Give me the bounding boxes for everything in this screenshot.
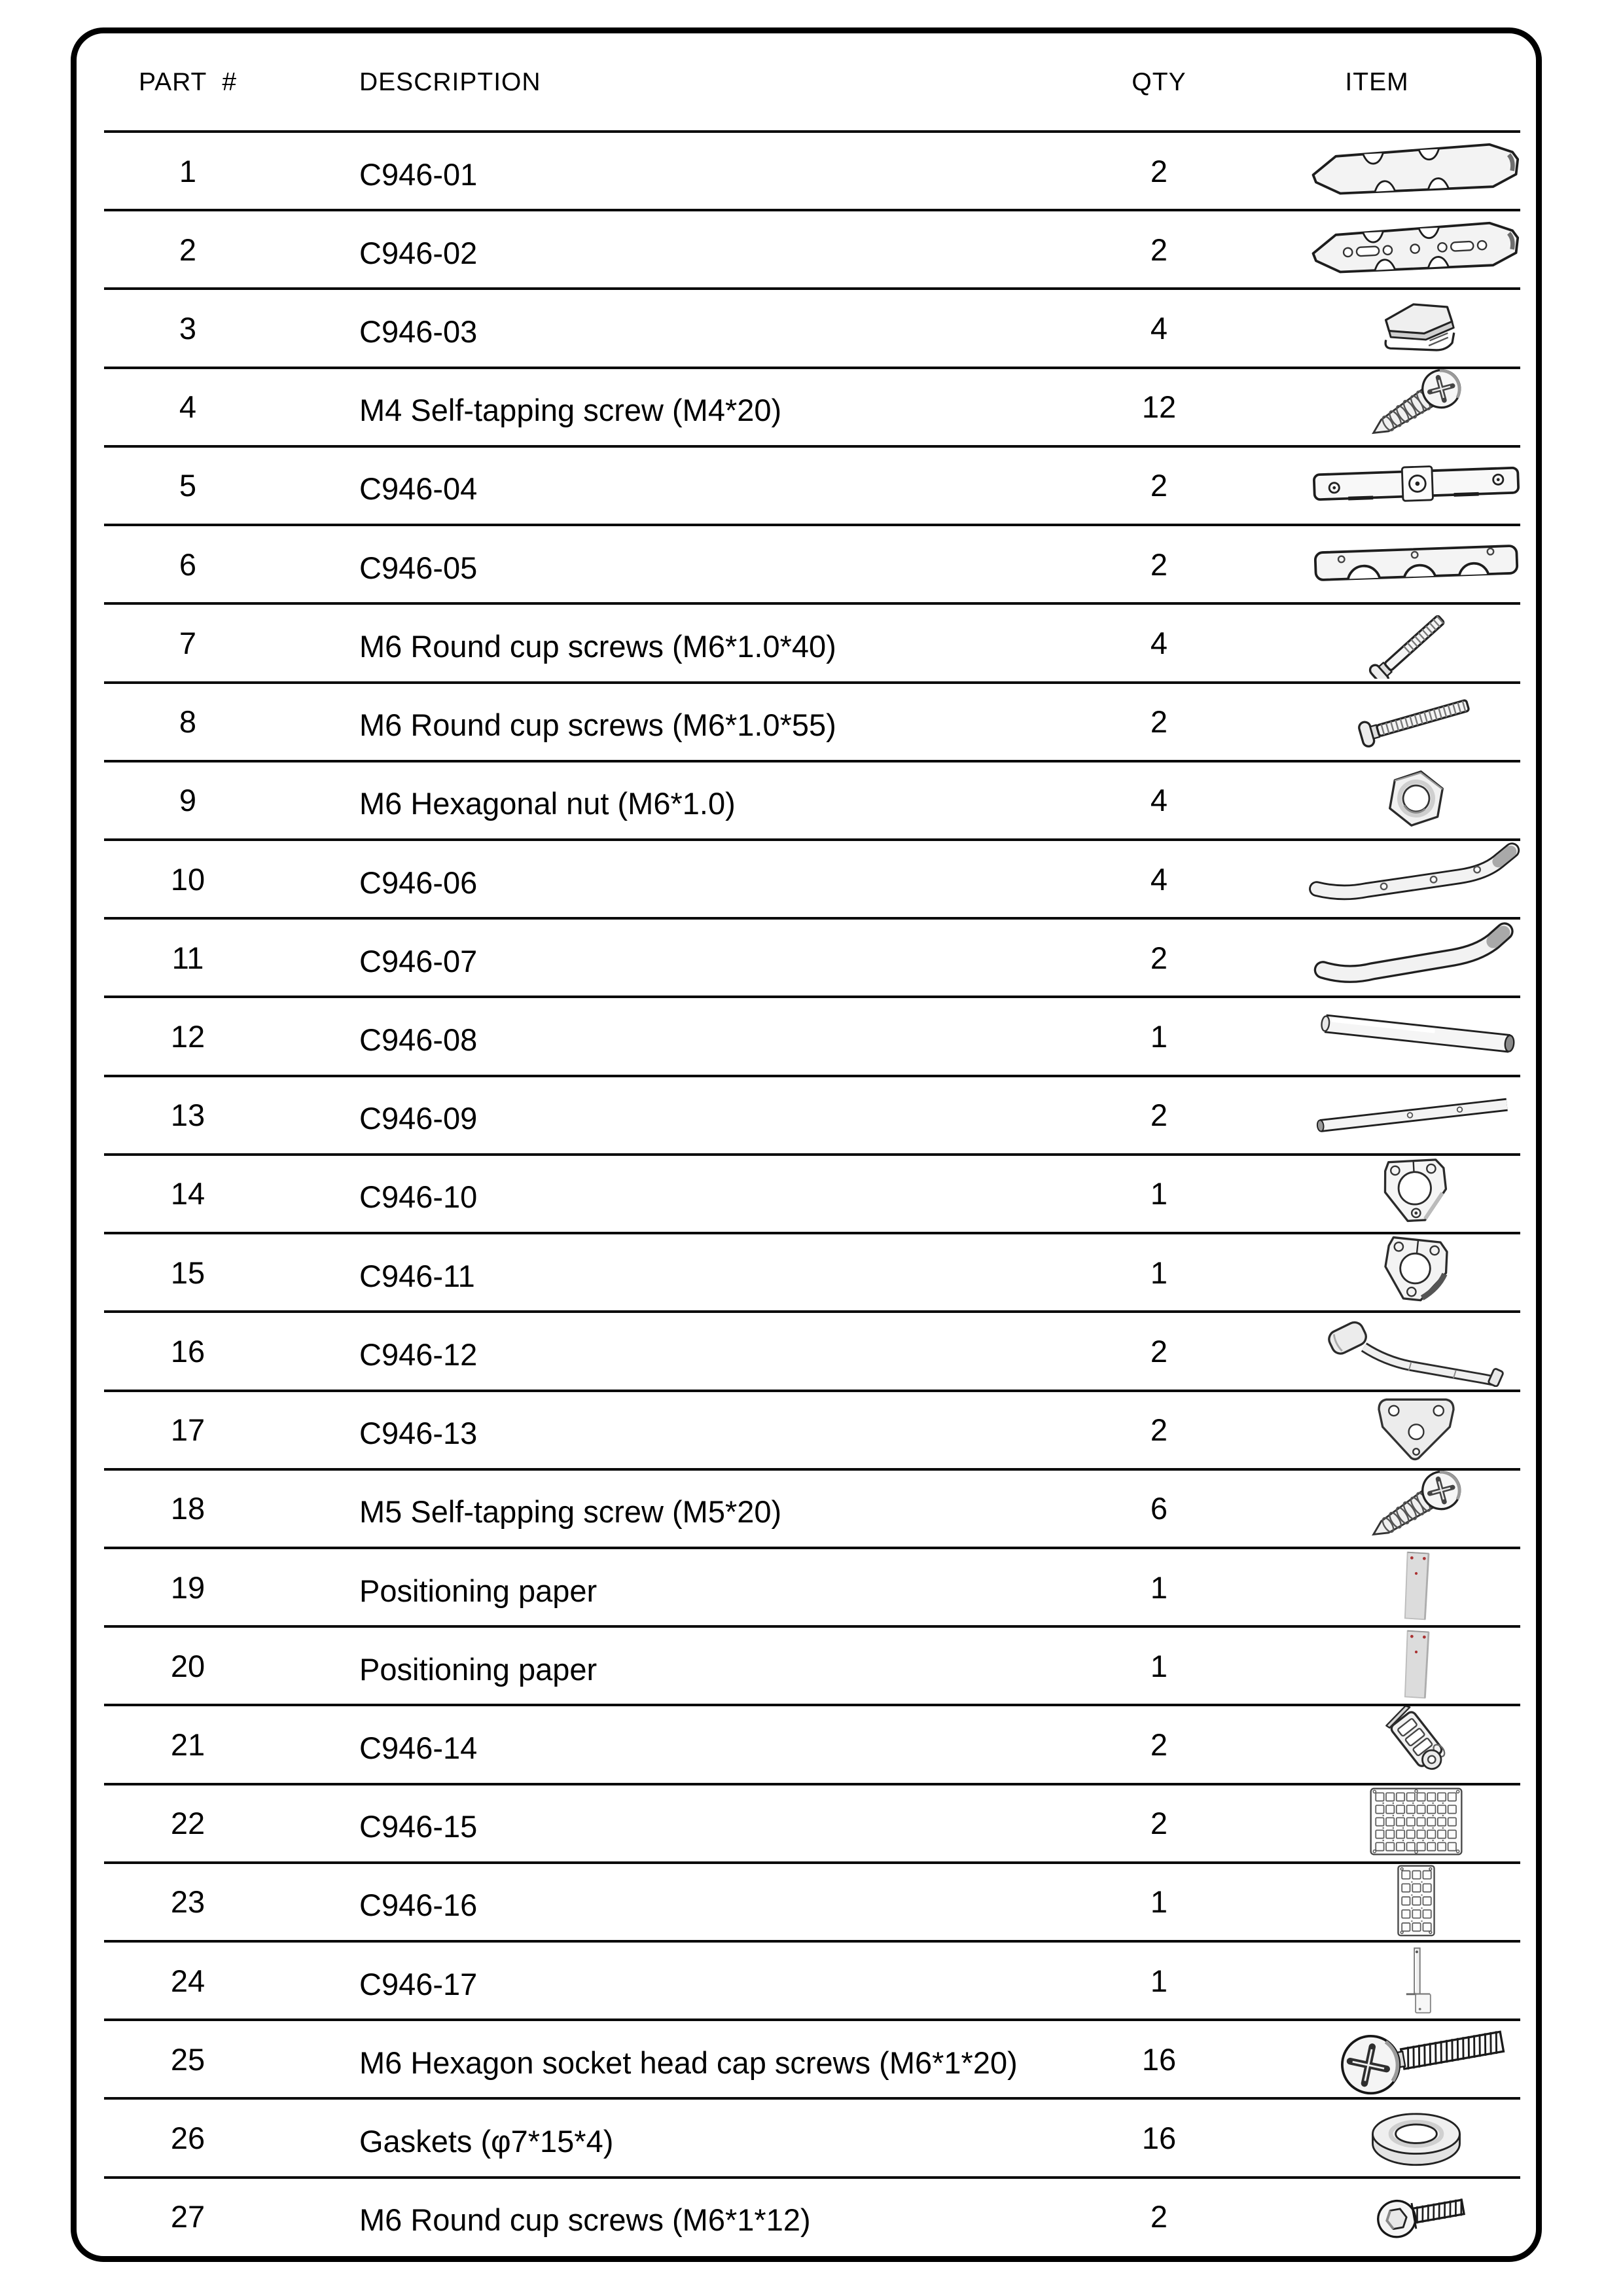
table-row xyxy=(77,1705,1536,1784)
part-number: 18 xyxy=(170,1491,205,1526)
shield-plate-icon xyxy=(1290,1391,1542,1469)
description: C946-07 xyxy=(359,943,478,978)
quantity: 16 xyxy=(1141,2121,1177,2156)
table-row xyxy=(77,1548,1536,1626)
description: Positioning paper xyxy=(359,1573,597,1608)
tube-large-icon xyxy=(1290,997,1542,1075)
part-number: 1 xyxy=(179,153,197,188)
description: M6 Round cup screws (M6*1*12) xyxy=(359,2202,811,2238)
part-number: 13 xyxy=(170,1098,205,1133)
part-number: 20 xyxy=(170,1648,205,1683)
part-number: 23 xyxy=(170,1884,205,1920)
description: C946-16 xyxy=(359,1888,478,1923)
description: C946-10 xyxy=(359,1179,478,1215)
quantity: 16 xyxy=(1141,2041,1177,2077)
part-number-column-header: PART # xyxy=(138,68,238,96)
description: C946-02 xyxy=(359,235,478,270)
quantity: 1 xyxy=(1150,1176,1168,1211)
bent-strap-icon xyxy=(1290,1312,1542,1390)
part-number: 25 xyxy=(170,2041,205,2077)
round-cup-screw-40-icon xyxy=(1290,604,1542,682)
quantity: 2 xyxy=(1150,1412,1168,1448)
rail-plain-icon xyxy=(1290,919,1542,997)
part-number: 22 xyxy=(170,1806,205,1841)
quantity: 1 xyxy=(1150,1570,1168,1605)
quantity: 1 xyxy=(1150,1884,1168,1920)
table-row xyxy=(77,446,1536,525)
description: C946-03 xyxy=(359,314,478,350)
washer-icon xyxy=(1290,2099,1542,2177)
grid-plate-large-icon xyxy=(1290,1784,1542,1862)
description: C946-14 xyxy=(359,1730,478,1765)
description: Gaskets (φ7*15*4) xyxy=(359,2124,614,2159)
paper-strip-icon xyxy=(1290,1549,1542,1626)
bumper-plain-icon xyxy=(1290,132,1542,210)
description: C946-08 xyxy=(359,1022,478,1058)
table-row xyxy=(77,525,1536,603)
description: C946-15 xyxy=(359,1809,478,1844)
description-column-header: DESCRIPTION xyxy=(359,68,541,96)
quantity: 2 xyxy=(1150,1333,1168,1369)
table-row xyxy=(77,1863,1536,1941)
description: C946-01 xyxy=(359,156,478,192)
description: M6 Hexagonal nut (M6*1.0) xyxy=(359,786,736,821)
quantity: 6 xyxy=(1150,1491,1168,1526)
table-row xyxy=(77,1941,1536,2020)
part-number: 5 xyxy=(179,468,197,503)
part-number: 26 xyxy=(170,2121,205,2156)
table-row xyxy=(77,289,1536,367)
table-row xyxy=(77,1784,1536,1863)
table-row xyxy=(77,210,1536,289)
table-row xyxy=(77,1469,1536,1548)
quantity: 12 xyxy=(1141,389,1177,425)
part-number: 21 xyxy=(170,1727,205,1762)
quantity: 2 xyxy=(1150,232,1168,267)
quantity: 2 xyxy=(1150,704,1168,740)
description: M6 Round cup screws (M6*1.0*40) xyxy=(359,628,836,664)
description: C946-12 xyxy=(359,1336,478,1372)
self-tapping-screw-icon xyxy=(1290,1469,1542,1547)
table-row xyxy=(77,1155,1536,1233)
quantity: 2 xyxy=(1150,547,1168,582)
table-row xyxy=(77,1233,1536,1312)
clamp-plate-a-icon xyxy=(1290,1155,1542,1232)
quantity: 1 xyxy=(1150,1963,1168,1998)
clamp-plate-b-icon xyxy=(1290,1234,1542,1312)
description: C946-11 xyxy=(359,1258,475,1293)
pin-rod-icon xyxy=(1290,1942,1542,2020)
part-number: 19 xyxy=(170,1570,205,1605)
rail-holes-icon xyxy=(1290,840,1542,918)
part-number: 14 xyxy=(170,1176,205,1211)
quantity: 4 xyxy=(1150,783,1168,818)
quantity: 2 xyxy=(1150,153,1168,188)
hex-nut-icon xyxy=(1290,761,1542,839)
table-row xyxy=(77,132,1536,210)
part-number: 24 xyxy=(170,1963,205,1998)
round-cup-screw-55-icon xyxy=(1290,683,1542,761)
description: C946-05 xyxy=(359,550,478,585)
table-row xyxy=(77,603,1536,682)
quantity: 4 xyxy=(1150,625,1168,660)
quantity: 4 xyxy=(1150,311,1168,346)
part-number: 12 xyxy=(170,1019,205,1054)
parts-table-body xyxy=(77,132,1536,2256)
quantity: 2 xyxy=(1150,468,1168,503)
description: C946-04 xyxy=(359,471,478,507)
table-row xyxy=(77,2020,1536,2098)
self-tapping-screw-icon xyxy=(1290,368,1542,446)
item-column-header: ITEM xyxy=(1345,68,1409,96)
description: C946-09 xyxy=(359,1101,478,1136)
part-number: 10 xyxy=(170,861,205,897)
part-number: 9 xyxy=(179,783,197,818)
quantity: 2 xyxy=(1150,2199,1168,2234)
part-number: 4 xyxy=(179,389,197,425)
table-header-row xyxy=(77,33,1536,132)
bumper-holes-icon xyxy=(1290,211,1542,289)
part-number: 6 xyxy=(179,547,197,582)
quantity: 2 xyxy=(1150,1806,1168,1841)
tube-small-icon xyxy=(1290,1076,1542,1154)
quantity: 1 xyxy=(1150,1019,1168,1054)
end-cap-icon xyxy=(1290,289,1542,367)
paper-strip-icon xyxy=(1290,1627,1542,1705)
description: C946-13 xyxy=(359,1416,478,1451)
quantity: 2 xyxy=(1150,1727,1168,1762)
part-number: 11 xyxy=(171,940,204,975)
cap-screw-icon xyxy=(1290,2020,1542,2098)
table-row xyxy=(77,683,1536,761)
quantity: 1 xyxy=(1150,1648,1168,1683)
grid-plate-small-icon xyxy=(1290,1863,1542,1941)
table-row xyxy=(77,1312,1536,1390)
table-row xyxy=(77,2098,1536,2177)
description: C946-06 xyxy=(359,865,478,900)
part-number: 7 xyxy=(179,625,197,660)
qty-column-header: QTY xyxy=(1132,68,1186,96)
part-number: 15 xyxy=(170,1255,205,1290)
table-row xyxy=(77,1076,1536,1155)
quantity: 2 xyxy=(1150,1098,1168,1133)
quantity: 2 xyxy=(1150,940,1168,975)
table-row xyxy=(77,761,1536,840)
part-number: 8 xyxy=(179,704,197,740)
table-row xyxy=(77,368,1536,446)
part-number: 27 xyxy=(170,2199,205,2234)
part-number: 2 xyxy=(179,232,197,267)
button-screw-icon xyxy=(1290,2178,1542,2255)
part-number: 3 xyxy=(179,311,197,346)
scalloped-bracket-icon xyxy=(1290,526,1542,603)
description: M6 Round cup screws (M6*1.0*55) xyxy=(359,708,836,743)
part-number: 16 xyxy=(170,1333,205,1369)
table-row xyxy=(77,997,1536,1075)
description: M6 Hexagon socket head cap screws (M6*1*20) xyxy=(359,2045,1018,2080)
description: Positioning paper xyxy=(359,1651,597,1687)
quantity: 1 xyxy=(1150,1255,1168,1290)
description: M5 Self-tapping screw (M5*20) xyxy=(359,1494,782,1530)
description: M4 Self-tapping screw (M4*20) xyxy=(359,393,782,428)
table-row xyxy=(77,1626,1536,1705)
slot-bracket-icon xyxy=(1290,1706,1542,1784)
table-row xyxy=(77,840,1536,918)
description: C946-17 xyxy=(359,1966,478,2001)
quantity: 4 xyxy=(1150,861,1168,897)
parts-list-table xyxy=(71,27,1542,2262)
bar-bracket-icon xyxy=(1290,446,1542,524)
table-row xyxy=(77,2178,1536,2256)
part-number: 17 xyxy=(170,1412,205,1448)
table-row xyxy=(77,918,1536,997)
table-row xyxy=(77,1391,1536,1469)
